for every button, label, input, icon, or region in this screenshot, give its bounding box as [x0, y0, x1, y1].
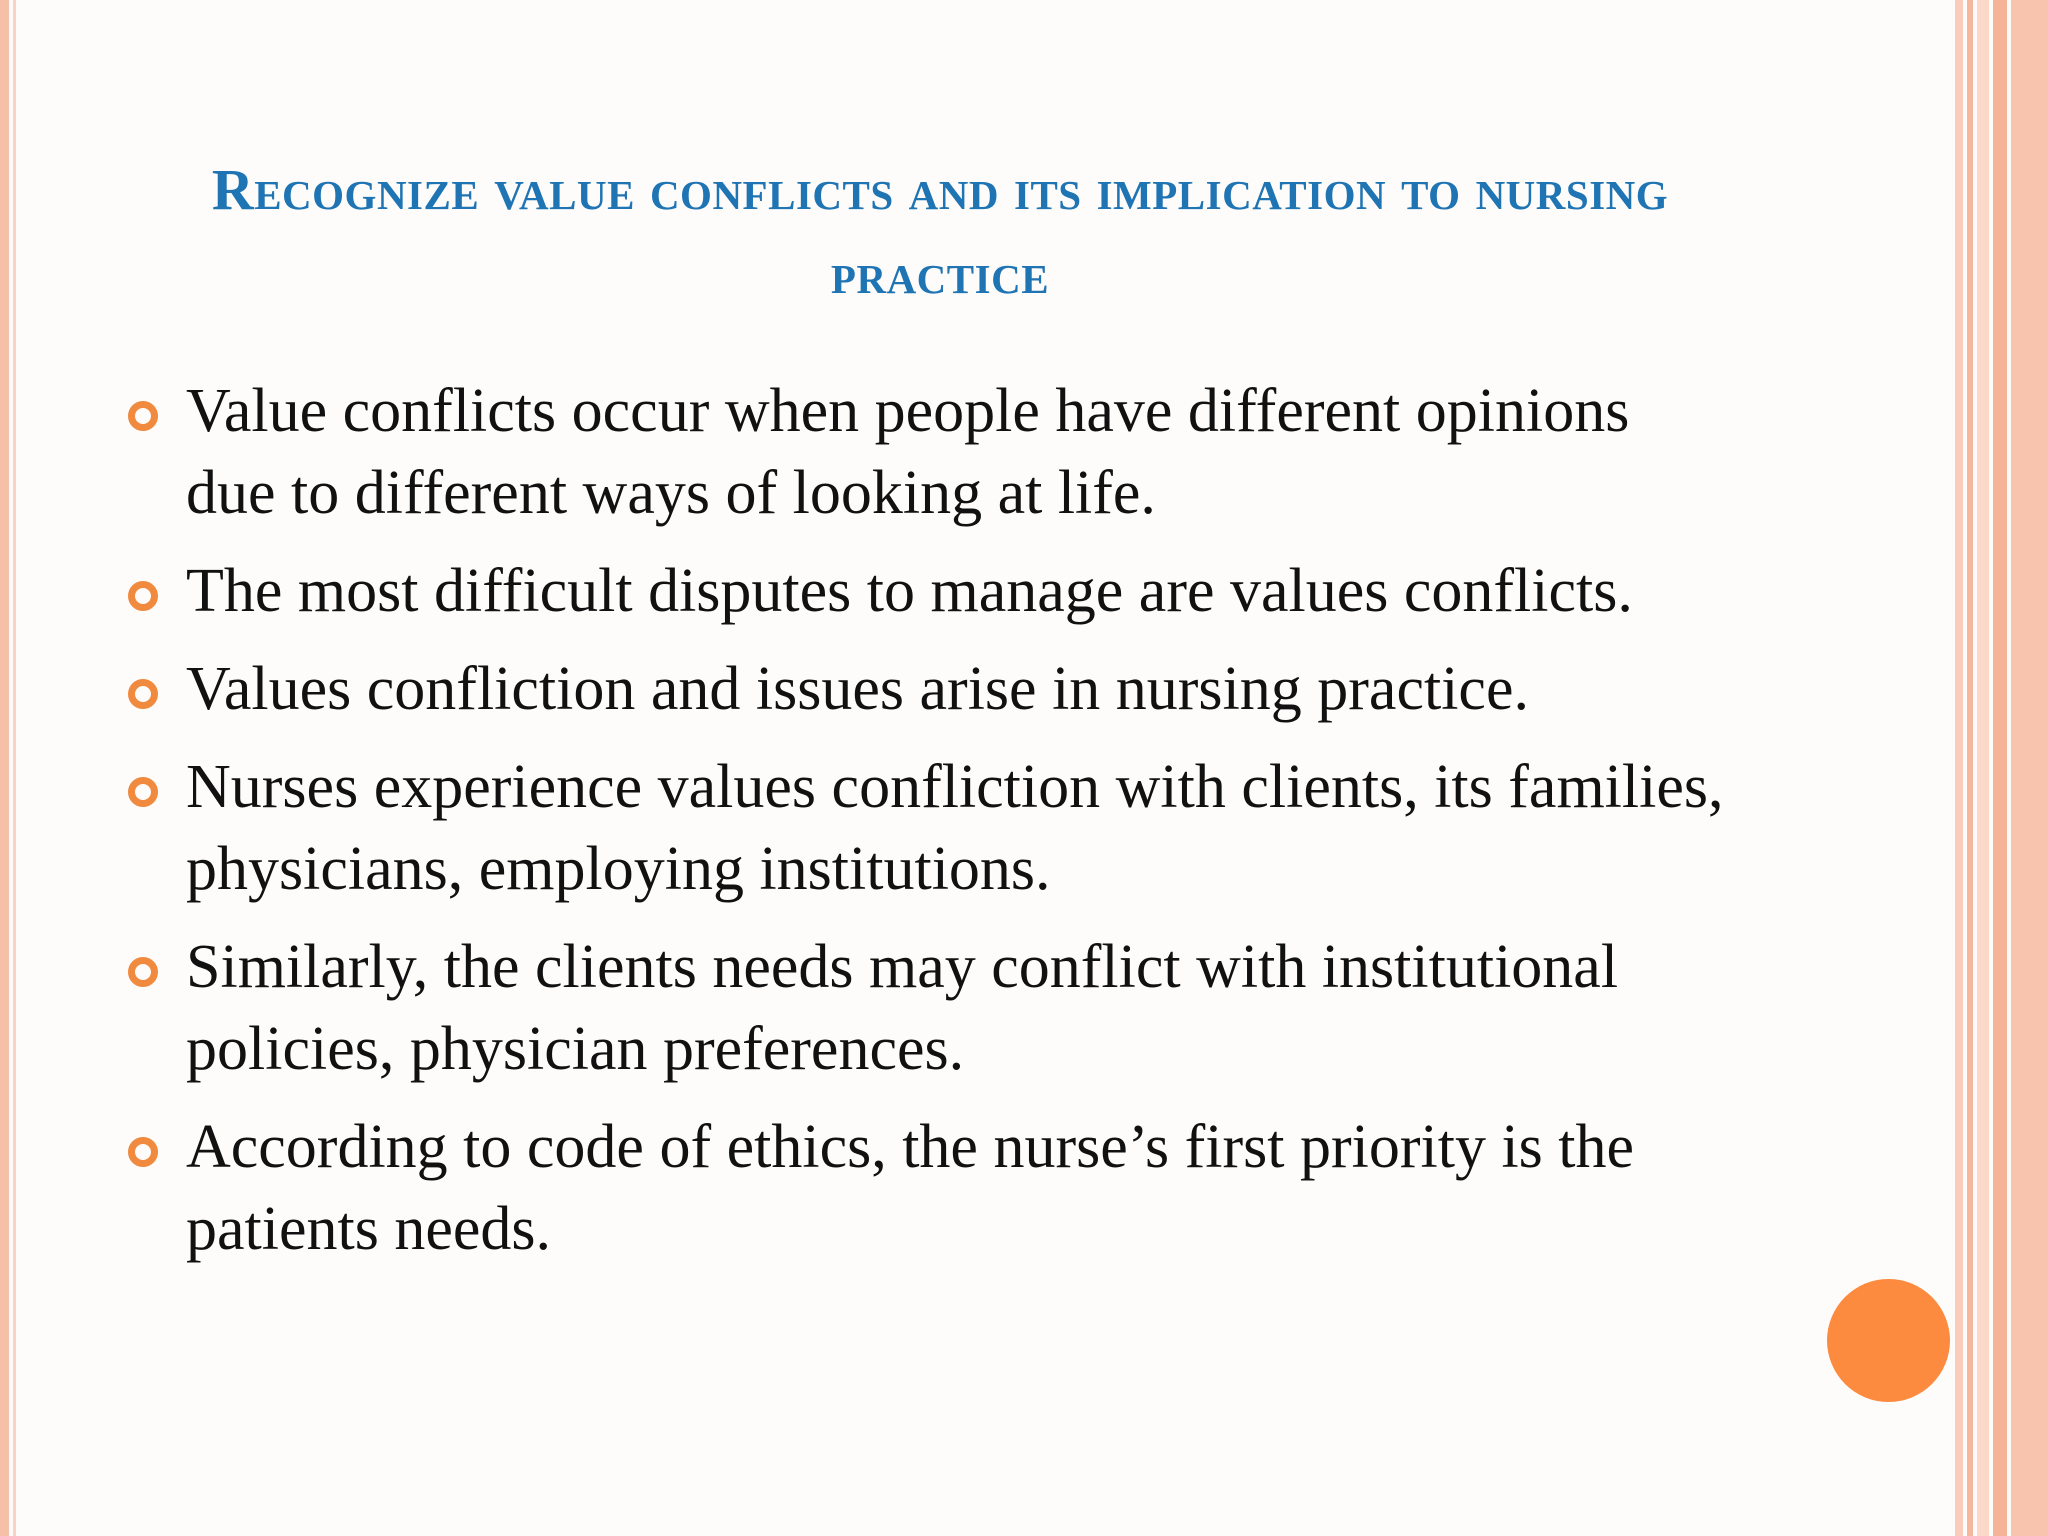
- ring-bullet-icon: [128, 957, 158, 987]
- bullet-text: According to code of ethics, the nurse’s first priority is the patients needs.: [186, 1113, 1635, 1263]
- right-stripe: [1955, 0, 1963, 1536]
- bullet-item: [128, 1106, 1728, 1270]
- ring-bullet-icon: [128, 679, 158, 709]
- right-stripe: [1993, 0, 2007, 1536]
- bullet-list: [128, 370, 1728, 1286]
- bullet-text: Values confliction and issues arise in nursing practice.: [186, 655, 1529, 723]
- bullet-item: [128, 746, 1728, 910]
- ring-bullet-icon: [128, 401, 158, 431]
- right-stripe: [2011, 0, 2048, 1536]
- right-stripe: [1967, 0, 1973, 1536]
- left-border-stripe-inner: [13, 0, 16, 1536]
- bullet-item: [128, 550, 1728, 632]
- ring-bullet-icon: [128, 581, 158, 611]
- orange-circle-decoration: [1827, 1279, 1950, 1402]
- bullet-text: The most difficult disputes to manage are values conflicts.: [186, 557, 1633, 625]
- bullet-item: [128, 370, 1728, 534]
- ring-bullet-icon: [128, 777, 158, 807]
- slide-title: Recognize value conflicts and its implication to nursing practice: [211, 157, 1669, 306]
- left-border-stripe: [0, 0, 9, 1536]
- bullet-text: Nurses experience values confliction with clients, its families, physicians, employing institutions.: [186, 753, 1724, 903]
- bullet-item: [128, 648, 1728, 730]
- right-stripe: [1977, 0, 1989, 1536]
- ring-bullet-icon: [128, 1137, 158, 1167]
- bullet-item: [128, 926, 1728, 1090]
- bullet-text: Similarly, the clients needs may conflict with institutional policies, physician preferences.: [186, 933, 1619, 1083]
- right-decorative-stripes: [1955, 0, 2048, 1536]
- bullet-text: Value conflicts occur when people have different opinions due to different ways of looking at life.: [186, 377, 1630, 527]
